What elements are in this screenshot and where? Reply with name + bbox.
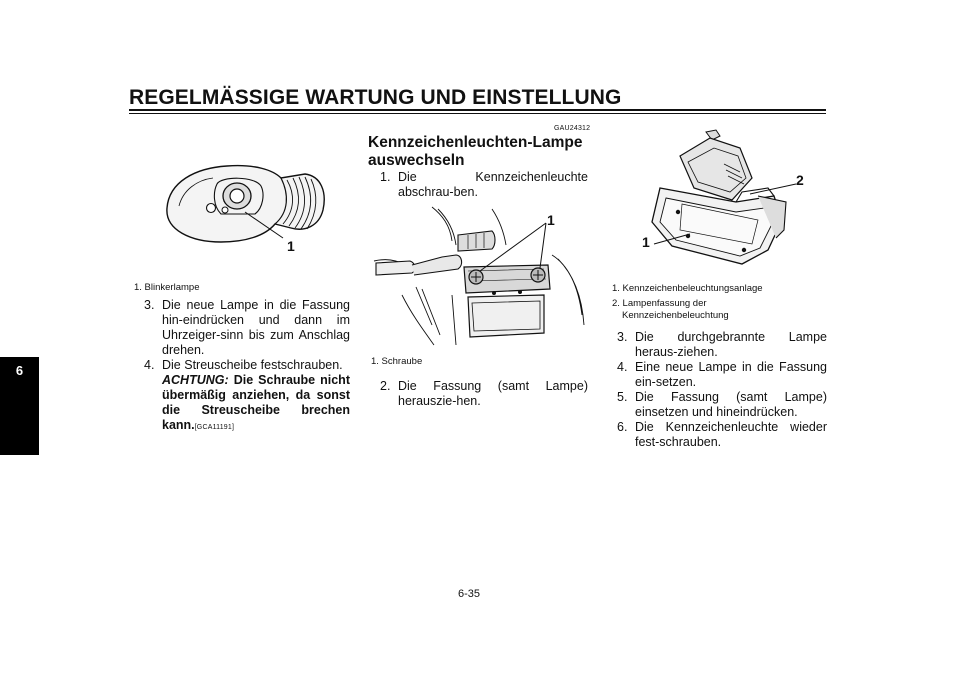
step-number: 4. (617, 360, 628, 374)
list-item (144, 358, 350, 373)
list-item (380, 379, 588, 409)
figure-caption-2: 2. Lampenfassung der (612, 298, 707, 309)
document-code: GAU24312 (554, 125, 591, 132)
list-item (617, 420, 827, 450)
step-number: 6. (617, 420, 628, 434)
warning-label: ACHTUNG: (162, 373, 229, 387)
list-item (380, 170, 588, 200)
step-text: Eine neue Lampe in die Fassung ein-setzen. (635, 360, 827, 389)
figure-caption: 1. Blinkerlampe (134, 282, 200, 293)
figure-callout-1: 1 (642, 234, 650, 250)
step-number: 5. (617, 390, 628, 404)
figure-callout-2: 2 (796, 172, 804, 188)
license-light-illustration (372, 205, 590, 347)
page-number: 6-35 (458, 588, 481, 600)
step-text: Die Kennzeichenleuchte abschrau-ben. (398, 170, 588, 199)
instruction-list (144, 298, 350, 435)
step-number: 3. (617, 330, 628, 344)
list-item (617, 360, 827, 390)
step-number: 3. (144, 298, 155, 312)
step-number: 1. (380, 170, 391, 184)
figure-caption-1: 1. Kennzeichenbeleuchtungsanlage (612, 283, 763, 294)
step-text: Die Fassung (samt Lampe) einsetzen und hineindrücken. (635, 390, 827, 419)
warning-note (144, 373, 350, 435)
step-text: Die Fassung (samt Lampe) herauszie-hen. (398, 379, 588, 408)
list-item (144, 298, 350, 358)
figure-callout-1: 1 (547, 212, 555, 228)
section-heading-line2: auswechseln (368, 152, 465, 169)
step-number: 2. (380, 379, 391, 393)
list-item (617, 330, 827, 360)
header-rule-thin (129, 113, 826, 114)
step-number: 4. (144, 358, 155, 372)
section-heading-line1: Kennzeichenleuchten-Lampe (368, 134, 583, 151)
warning-code: [GCA11191] (194, 424, 235, 431)
header-rule (129, 109, 826, 111)
instruction-list (380, 170, 588, 200)
instruction-list (617, 330, 827, 450)
figure-callout-1: 1 (287, 238, 295, 254)
step-text: Die Streuscheibe festschrauben. (162, 358, 343, 372)
step-text: Die Kennzeichenleuchte wieder fest-schrauben. (635, 420, 827, 449)
turn-signal-illustration (155, 150, 335, 270)
figure-caption-2-continued: Kennzeichenbeleuchtung (622, 310, 729, 321)
page-title: REGELMÄSSIGE WARTUNG UND EINSTELLUNG (129, 86, 622, 109)
warning-text: Die Schraube nicht übermäßig anziehen, da sonst die Streuscheibe brechen kann. (162, 373, 350, 432)
figure-caption: 1. Schraube (371, 356, 423, 367)
step-text: Die durchgebrannte Lampe heraus-ziehen. (635, 330, 827, 359)
instruction-list (380, 379, 588, 409)
list-item (617, 390, 827, 420)
step-text: Die neue Lampe in die Fassung hin-eindrücken und dann im Uhrzeiger-sinn bis zum Anschlag drehen. (162, 298, 350, 357)
chapter-tab-number: 6 (15, 363, 24, 378)
license-lamp-assembly-illustration (640, 126, 790, 276)
